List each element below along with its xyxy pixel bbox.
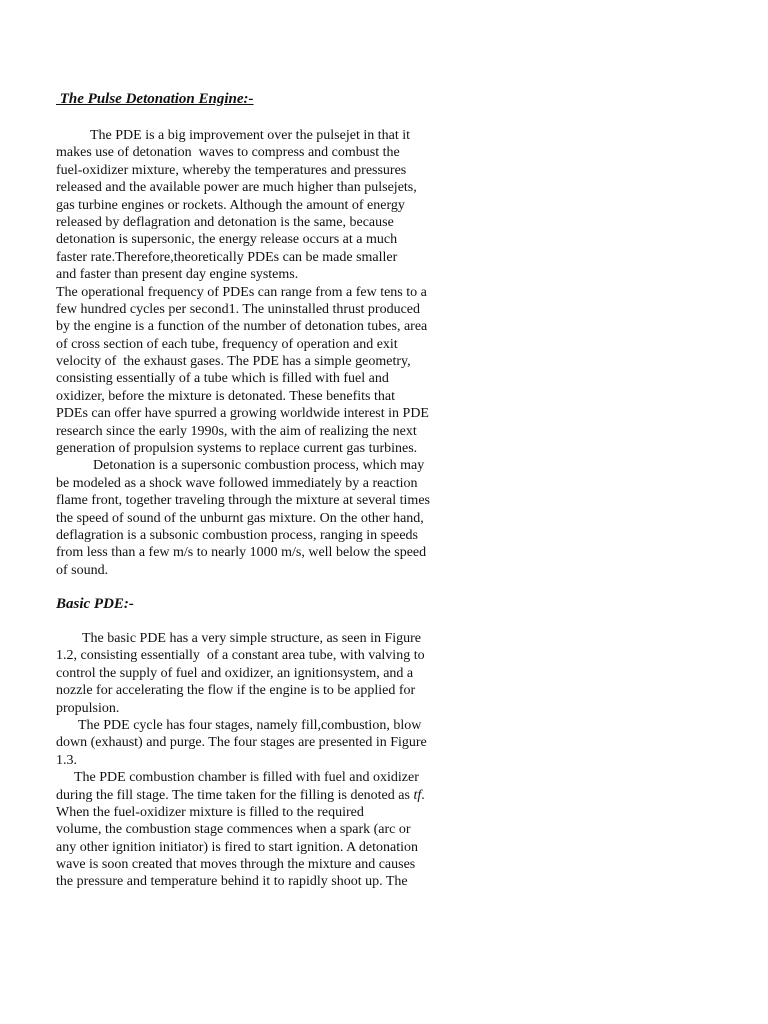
text-line: The PDE cycle has four stages, namely fill,combustion, blow: [78, 717, 422, 733]
text-line: from less than a few m/s to nearly 1000 m/s, well below the speed: [56, 545, 427, 561]
text-run: .: [421, 787, 425, 803]
text-line: faster rate.Therefore,theoretically PDEs can be made smaller: [56, 249, 398, 265]
text-line: velocity of the exhaust gases. The PDE has a simple geometry,: [56, 354, 411, 370]
text-line: flame front, together traveling through the mixture at several times: [56, 493, 430, 509]
text-line: the speed of sound of the unburnt gas mixture. On the other hand,: [56, 510, 424, 526]
text-line: wave is soon created that moves through the mixture and causes: [56, 857, 416, 873]
text-run: during the fill stage. The time taken for the filling is denoted as: [56, 787, 414, 803]
text-line: The PDE combustion chamber is filled with fuel and oxidizer: [74, 770, 419, 786]
text-line: down (exhaust) and purge. The four stages are presented in Figure: [56, 735, 427, 751]
text-line: of sound.: [56, 562, 109, 578]
section-heading: Basic PDE:-: [56, 596, 134, 612]
text-line: volume, the combustion stage commences when a spark (arc or: [56, 822, 411, 838]
text-line: When the fuel-oxidizer mixture is filled to the required: [56, 804, 364, 820]
text-line: makes use of detonation waves to compress and combust the: [56, 145, 400, 161]
text-line: of cross section of each tube, frequency of operation and exit: [56, 336, 398, 352]
text-line: the pressure and temperature behind it to rapidly shoot up. The: [56, 874, 408, 890]
text-line: 1.3.: [56, 752, 77, 768]
paragraph-section-2: [56, 630, 476, 891]
text-line: gas turbine engines or rockets. Although the amount of energy: [56, 197, 405, 213]
text-line: propulsion.: [56, 700, 120, 716]
text-line: released and the available power are much higher than pulsejets,: [56, 180, 417, 196]
text-line: research since the early 1990s, with the aim of realizing the next: [56, 423, 417, 439]
document-title: The Pulse Detonation Engine:-: [56, 91, 254, 107]
text-line: oxidizer, before the mixture is detonated. These benefits that: [56, 388, 395, 404]
text-line: control the supply of fuel and oxidizer, an ignitionsystem, and a: [56, 665, 414, 681]
text-line: [56, 787, 476, 804]
text-line: detonation is supersonic, the energy release occurs at a much: [56, 232, 398, 248]
text-line: consisting essentially of a tube which is filled with fuel and: [56, 371, 389, 387]
text-line: The PDE is a big improvement over the pulsejet in that it: [90, 128, 410, 143]
text-line: few hundred cycles per second1. The uninstalled thrust produced: [56, 301, 421, 317]
text-line: any other ignition initiator) is fired to start ignition. A detonation: [56, 839, 419, 855]
text-line: released by deflagration and detonation is the same, because: [56, 214, 394, 230]
text-line: PDEs can offer have spurred a growing worldwide interest in PDE: [56, 406, 429, 422]
text-line: deflagration is a subsonic combustion process, ranging in speeds: [56, 527, 418, 543]
text-line: Detonation is a supersonic combustion process, which may: [93, 458, 425, 474]
text-line: be modeled as a shock wave followed immediately by a reaction: [56, 475, 418, 491]
text-line: generation of propulsion systems to replace current gas turbines.: [56, 441, 418, 457]
text-line: The basic PDE has a very simple structure, as seen in Figure: [82, 631, 422, 646]
text-line: and faster than present day engine systems.: [56, 267, 299, 283]
text-line: by the engine is a function of the number of detonation tubes, area: [56, 319, 428, 335]
text-line: nozzle for accelerating the flow if the engine is to be applied for: [56, 683, 416, 699]
variable-symbol: tf: [413, 787, 422, 803]
text-line: 1.2, consisting essentially of a constant area tube, with valving to: [56, 648, 425, 664]
text-line: The operational frequency of PDEs can range from a few tens to a: [56, 284, 427, 300]
text-line: fuel-oxidizer mixture, whereby the temperatures and pressures: [56, 162, 407, 178]
paragraph-section-1: [56, 127, 476, 579]
